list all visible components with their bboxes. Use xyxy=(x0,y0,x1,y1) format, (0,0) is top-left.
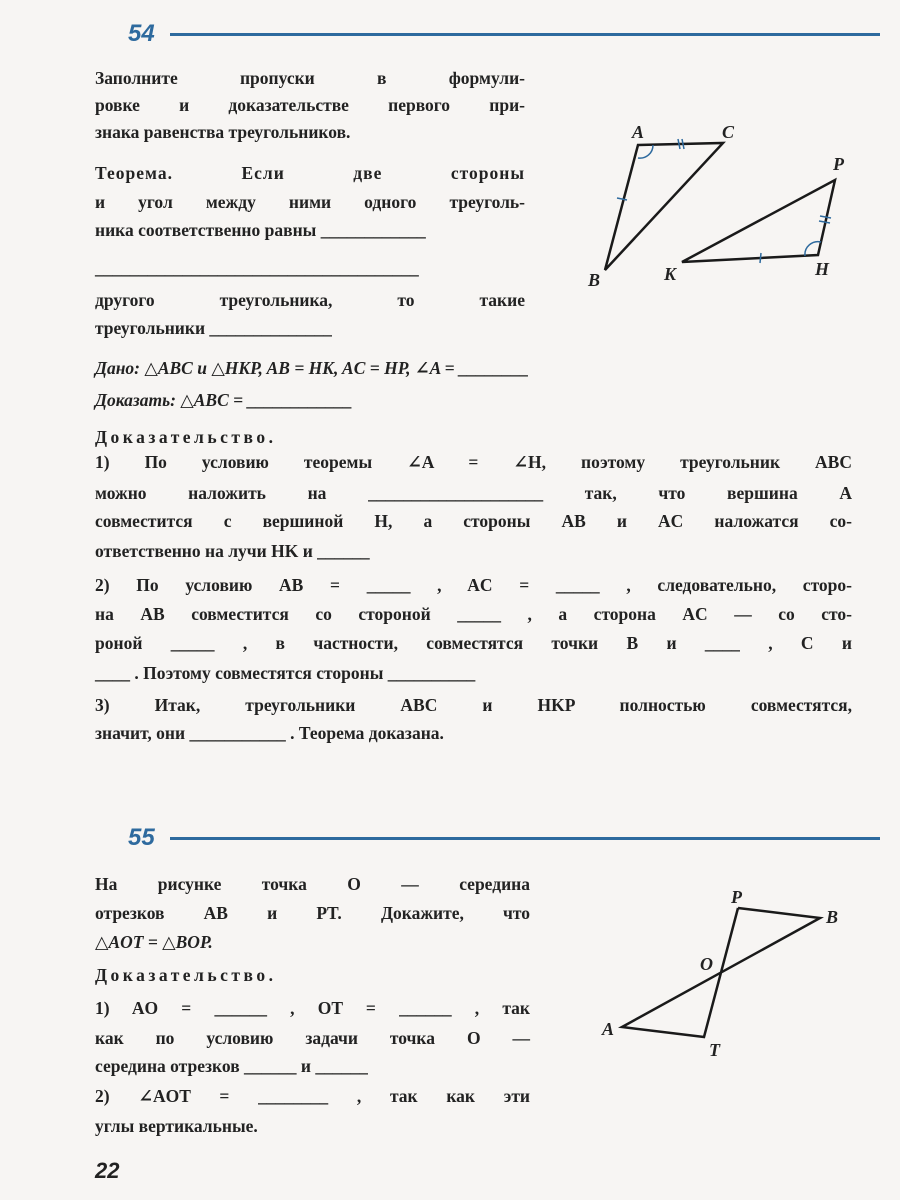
text-line: ника соответственно равны ____________ xyxy=(95,220,426,240)
text-line: можно наложить на ____________________ так, что вершина A xyxy=(95,483,852,503)
text-line: треугольники ______________ xyxy=(95,318,332,338)
text-line: как по условию задачи точка O — xyxy=(95,1028,530,1048)
given-line: Дано: △ABC и △HKP, AB = HK, AC = HP, ∠A = ________ xyxy=(95,358,530,378)
text-line: роной _____ , в частности, совместятся точки B и ____ , C и xyxy=(95,633,852,653)
text-line: ровке и доказательстве первого при- xyxy=(95,95,525,115)
label-c: C xyxy=(722,122,735,142)
text-line: значит, они ___________ . Теорема доказана. xyxy=(95,723,444,743)
label-o: O xyxy=(700,954,713,974)
text-line: 2) По условию AB = _____ , AC = _____ , следовательно, сторо- xyxy=(95,575,852,595)
label-p: P xyxy=(731,887,742,907)
exercise-number-54: 54 xyxy=(128,20,155,47)
label-t: T xyxy=(709,1040,720,1060)
label-p: P xyxy=(833,154,844,174)
text-line: 1) По условию теоремы ∠A = ∠H, поэтому треугольник ABC xyxy=(95,452,852,472)
text-line: совместится с вершиной H, а стороны AB и AC наложатся со- xyxy=(95,511,852,531)
page-number: 22 xyxy=(95,1158,120,1183)
figure-triangles-abc-hkp xyxy=(605,139,835,270)
triangle-hkp xyxy=(682,180,835,262)
label-b: B xyxy=(588,270,601,290)
label-b: B xyxy=(826,907,839,927)
text-line: середина отрезков ______ и ______ xyxy=(95,1056,368,1076)
text-line: и угол между ними одного треуголь- xyxy=(95,192,525,212)
text-line: отрезков AB и PT. Докажите, что xyxy=(95,903,530,923)
text-line: ответственно на лучи HK и ______ xyxy=(95,541,370,561)
text-line: на AB совместится со стороной _____ , а сторона AC — со сто- xyxy=(95,604,852,624)
text-line: знака равенства треугольников. xyxy=(95,122,351,142)
proof-heading: Доказательство. xyxy=(95,427,277,447)
text-line: ____ . Поэтому совместятся стороны __________ xyxy=(95,663,476,683)
proof-heading: Доказательство. xyxy=(95,965,277,985)
exercise-number-55: 55 xyxy=(128,824,155,851)
text-line: Теорема. Если две стороны xyxy=(95,163,525,183)
text-line: другого треугольника, то такие xyxy=(95,290,525,310)
text-line: 1) AO = ______ , OT = ______ , так xyxy=(95,998,530,1018)
angle-mark-a xyxy=(638,145,653,158)
text-line: 3) Итак, треугольники ABC и HKP полностью совместятся, xyxy=(95,695,852,715)
prove-line: Доказать: △ABC = ____________ xyxy=(95,390,353,410)
text-line: _____________________________________ xyxy=(95,258,419,278)
text-line: 2) ∠AOT = ________ , так как эти xyxy=(95,1086,530,1106)
figure-aot-bop xyxy=(622,908,820,1037)
text-line: Заполните пропуски в формули- xyxy=(95,68,525,88)
triangle-abc xyxy=(605,143,723,270)
label-a: A xyxy=(632,122,645,142)
text-line: На рисунке точка O — середина xyxy=(95,874,530,894)
label-a: A xyxy=(602,1019,615,1039)
label-h: H xyxy=(815,259,830,279)
text-line: углы вертикальные. xyxy=(95,1116,258,1136)
text-line: △AOT = △BOP. xyxy=(95,932,213,952)
label-k: K xyxy=(664,264,677,284)
